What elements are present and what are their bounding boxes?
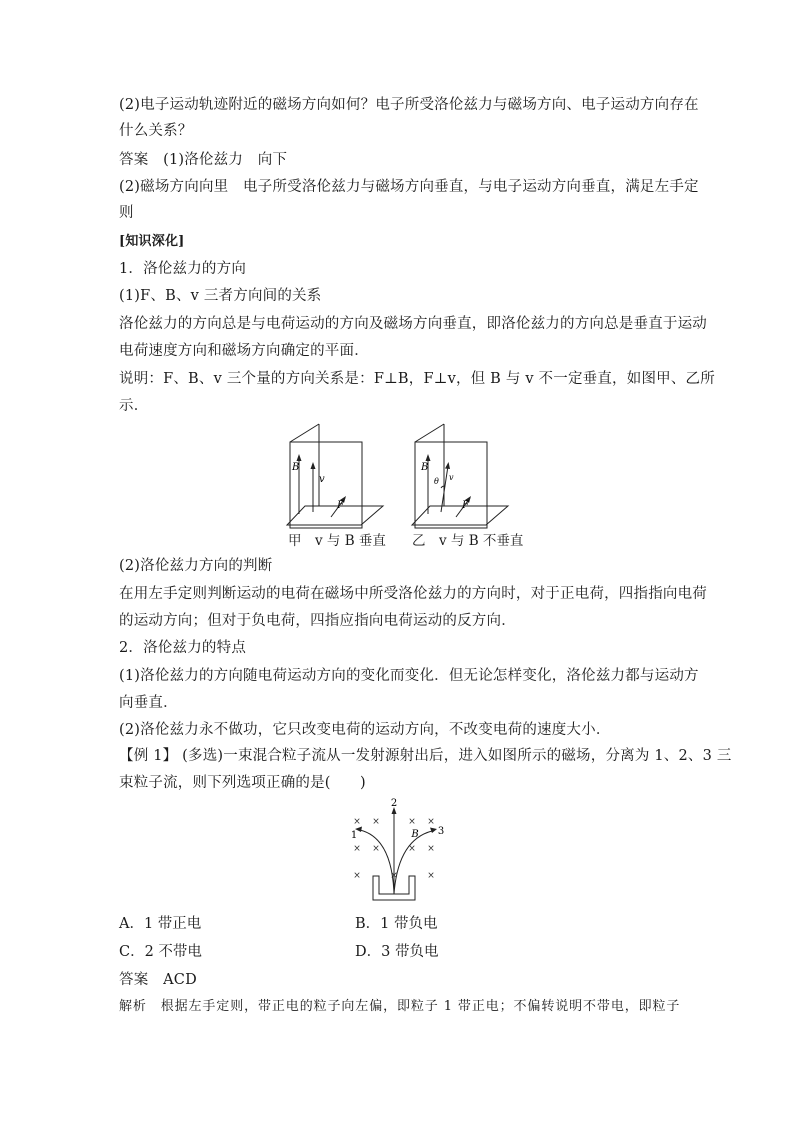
section-2-paragraph-1-line-1: (1)洛伦兹力的方向随电荷运动方向的变化而变化．但无论怎样变化，洛伦兹力都与运动方 — [119, 668, 699, 684]
example-1-figure — [340, 798, 450, 908]
figure-b-vertical-plane — [415, 442, 487, 528]
option-d: D．3 带负电 — [355, 944, 439, 960]
field-label-b: B — [411, 829, 419, 840]
knowledge-heading: [知识深化] — [119, 234, 185, 249]
section-1-title: 1．洛伦兹力的方向 — [119, 261, 247, 277]
figure-b-label-v: v — [449, 473, 454, 482]
svg-text:×: × — [427, 871, 435, 881]
svg-text:×: × — [427, 817, 435, 827]
figure-a-horizontal-plane — [287, 506, 383, 525]
question-2-line-2: 什么关系？ — [119, 123, 193, 139]
beam-3 — [394, 831, 432, 894]
figure-a-label-v: v — [319, 474, 325, 485]
section-1-paragraph-3-line-2: 的运动方向；但对于负电荷，四指应指向电荷运动的反方向． — [119, 613, 516, 629]
answer-line-1: 答案 (1)洛伦兹力 向下 — [119, 152, 288, 168]
svg-text:×: × — [408, 817, 416, 827]
svg-text:×: × — [372, 817, 380, 827]
section-2-paragraph-1-line-2: 向垂直． — [119, 695, 178, 711]
figure-b-label-f: F — [462, 500, 469, 511]
answer-line-3: 则 — [119, 205, 134, 221]
section-1-paragraph-1-line-2: 电荷速度方向和磁场方向确定的平面． — [119, 343, 369, 359]
section-2-paragraph-2: (2)洛伦兹力永不做功，它只改变电荷的运动方向，不改变电荷的速度大小． — [119, 722, 611, 738]
svg-text:×: × — [353, 817, 361, 827]
figure-a-plane-edge — [290, 424, 319, 442]
answer-line-2: (2)磁场方向向里 电子所受洛伦兹力与磁场方向垂直，与电子运动方向垂直，满足左手定 — [119, 179, 699, 195]
beam-label-1: 1 — [350, 830, 358, 841]
figure-b-caption: 乙 v 与 B 不垂直 — [412, 533, 524, 549]
section-1-subtitle-1: (1)F、B、v 三者方向间的关系 — [119, 288, 322, 304]
section-2-title: 2．洛伦兹力的特点 — [119, 640, 247, 656]
example-1-answer: 答案 ACD — [119, 972, 197, 988]
section-1-subtitle-2: (2)洛伦兹力方向的判断 — [119, 558, 273, 574]
svg-text:×: × — [372, 844, 380, 854]
section-1-paragraph-3-line-1: 在用左手定则判断运动的电荷在磁场中所受洛伦兹力的方向时，对于正电荷，四指指向电荷 — [119, 586, 707, 602]
example-1-analysis: 解析 根据左手定则，带正电的粒子向左偏，即粒子 1 带正电；不偏转说明不带电，即粒子 — [119, 999, 681, 1014]
svg-text:×: × — [353, 871, 361, 881]
figure-a-label-f: F — [337, 500, 344, 511]
section-1-paragraph-1-line-1: 洛伦兹力的方向总是与电荷运动的方向及磁场方向垂直，即洛伦兹力的方向总是垂直于运动 — [119, 316, 707, 332]
svg-text:×: × — [353, 844, 361, 854]
example-1-line-2: 束粒子流，则下列选项正确的是( ) — [119, 775, 366, 791]
svg-text:×: × — [408, 844, 416, 854]
figure-b-label-theta: θ — [434, 477, 439, 486]
svg-text:×: × — [390, 871, 398, 881]
beam-label-3: 3 — [437, 826, 445, 837]
beam-1 — [360, 830, 394, 894]
option-c: C．2 不带电 — [119, 944, 202, 960]
section-1-paragraph-2-line-2: 示． — [119, 398, 149, 414]
question-2-line-1: (2)电子运动轨迹附近的磁场方向如何？电子所受洛伦兹力与磁场方向、电子运动方向存在 — [119, 97, 699, 113]
example-1-line-1: 【例 1】 (多选)一束混合粒子流从一发射源射出后，进入如图所示的磁场，分离为 1、2、3 三 — [119, 748, 732, 764]
section-1-paragraph-2-line-1: 说明：F、B、v 三个量的方向关系是：F⊥B，F⊥v，但 B 与 v 不一定垂直，如图甲、乙所 — [119, 371, 715, 387]
svg-text:×: × — [427, 844, 435, 854]
figure-b-horizontal-plane — [412, 506, 508, 525]
beam-label-2: 2 — [390, 798, 398, 809]
figure-a-caption: 甲 v 与 B 垂直 — [288, 533, 386, 549]
option-b: B．1 带负电 — [355, 916, 438, 932]
option-a: A．1 带正电 — [119, 916, 202, 932]
figure-a-label-b: B — [292, 462, 300, 473]
figure-a-vertical-plane — [290, 442, 362, 528]
figure-b-label-b: B — [421, 462, 429, 473]
